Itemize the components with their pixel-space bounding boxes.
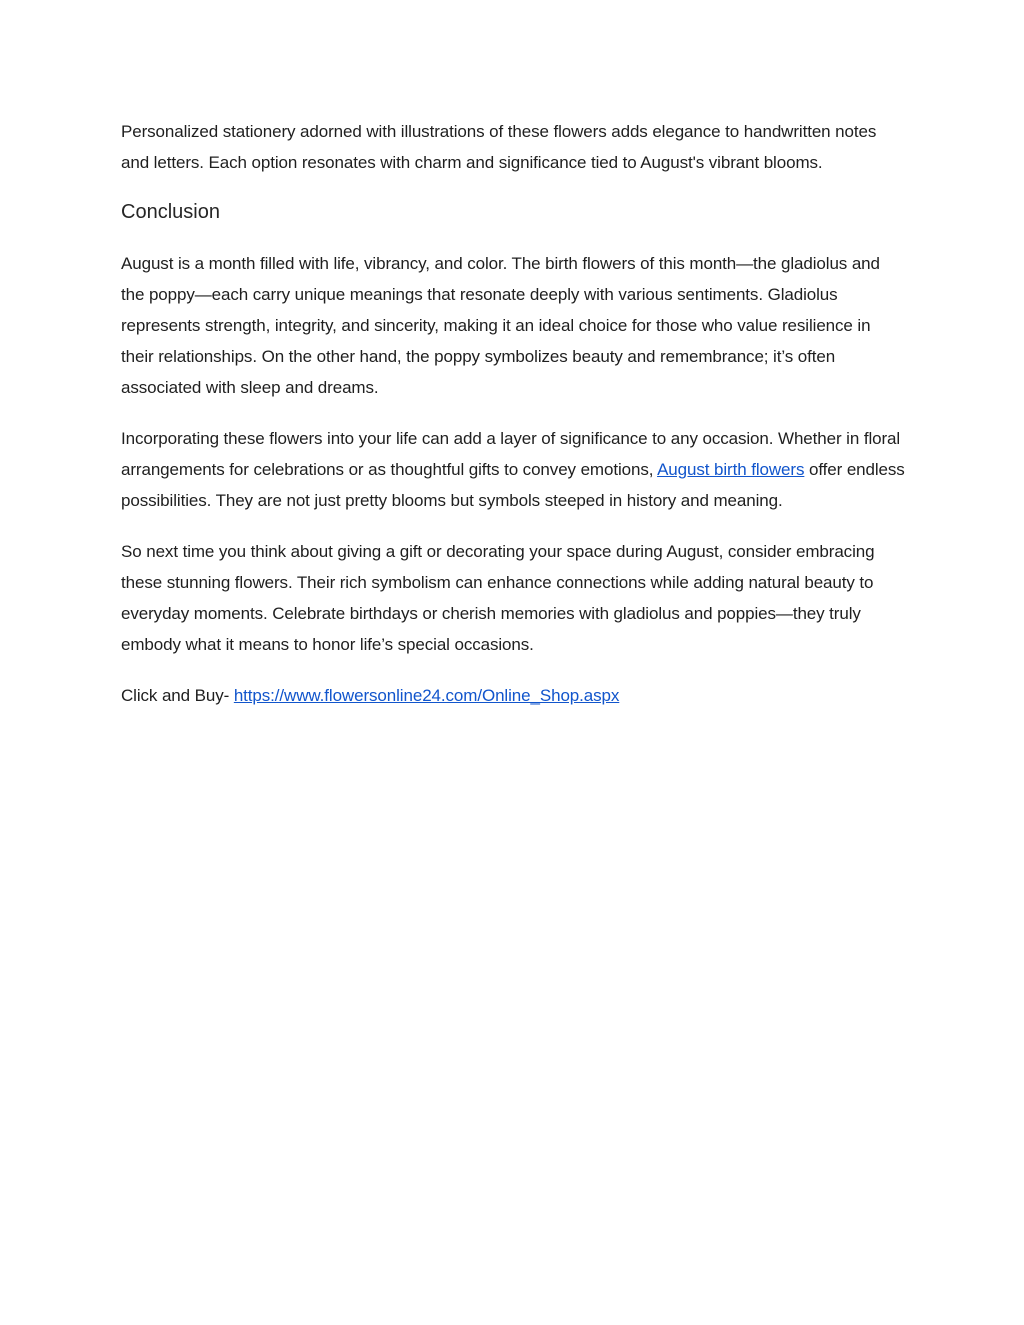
click-and-buy-line	[121, 680, 906, 711]
online-shop-link[interactable]: https://www.flowersonline24.com/Online_Shop.aspx	[233, 686, 620, 705]
conclusion-paragraph-1: August is a month filled with life, vibrancy, and color. The birth flowers of this month—the gladiolus and the poppy—each carry unique meanings that resonate deeply with various sentiments. Gladiolus represents strength, integrity, and sincerity, making it an ideal choice for those who value resilience in their relationships. On the other hand, the poppy symbolizes beauty and remembrance; it’s often associated with sleep and dreams.	[121, 254, 880, 397]
click-and-buy-label: Click and Buy-	[121, 686, 234, 705]
conclusion-heading: Conclusion	[121, 201, 220, 223]
document-page	[121, 116, 906, 731]
conclusion-paragraph-3: So next time you think about giving a gift or decorating your space during August, consider embracing these stunning flowers. Their rich symbolism can enhance connections while adding natural beauty to everyday moments. Celebrate birthdays or cherish memories with gladiolus and poppies—they truly embody what it means to honor life’s special occasions.	[121, 542, 875, 654]
august-birth-flowers-link[interactable]: August birth flowers	[657, 460, 805, 479]
paragraph-2-text-after-link: offer endless possibilities. They are not just pretty blooms but symbols steeped in history and meaning.	[121, 460, 905, 510]
intro-paragraph: Personalized stationery adorned with illustrations of these flowers adds elegance to handwritten notes and letters. Each option resonates with charm and significance tied to August's vibrant blooms.	[121, 122, 877, 172]
conclusion-paragraph-2	[121, 423, 906, 516]
paragraph-2-text-before-link: Incorporating these flowers into your life can add a layer of significance to any occasion. Whether in floral arrangements for celebrations or as thoughtful gifts to convey emotions,	[121, 429, 901, 479]
